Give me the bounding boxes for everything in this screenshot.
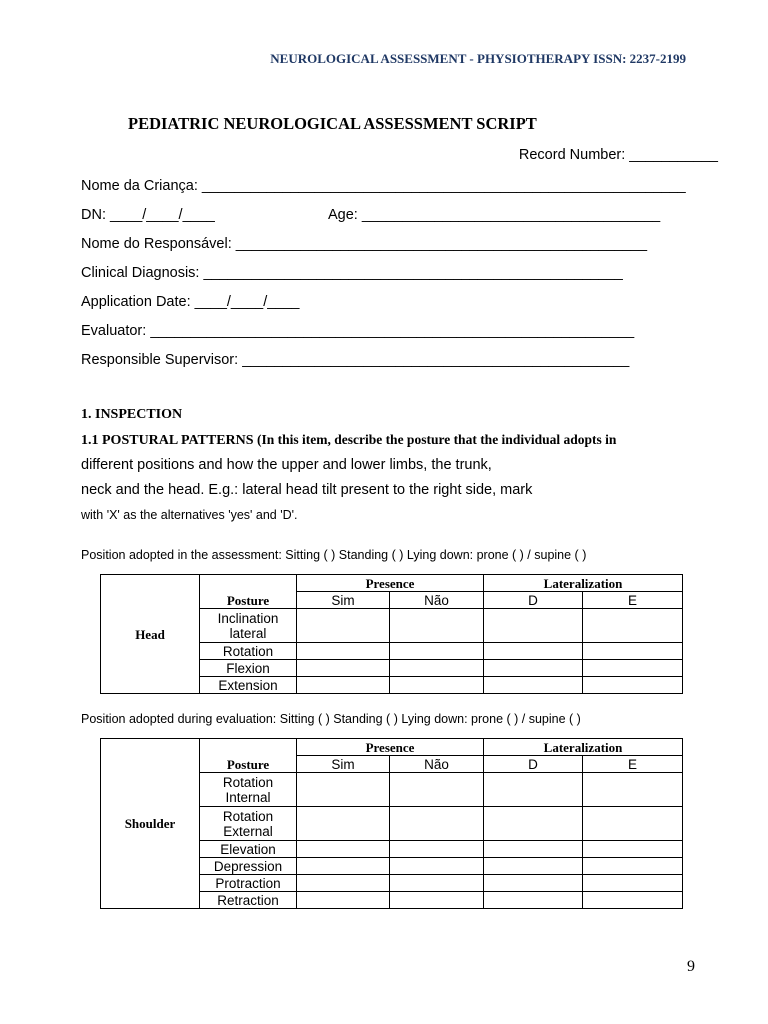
sim-cell[interactable] [297, 892, 390, 909]
nao-cell[interactable] [390, 892, 484, 909]
subsection-heading [81, 431, 616, 449]
sim-cell[interactable] [297, 677, 390, 694]
nao-cell[interactable] [390, 875, 484, 892]
nao-cell[interactable] [390, 677, 484, 694]
group-label: Shoulder [101, 739, 200, 909]
nao-cell[interactable] [390, 841, 484, 858]
e-cell[interactable] [583, 841, 683, 858]
sim-cell[interactable] [297, 660, 390, 677]
position-line-head: Position adopted in the assessment: Sitting ( ) Standing ( ) Lying down: prone ( ) / supine ( ) [81, 548, 587, 562]
dn-field: DN: ____/____/____ [81, 207, 215, 223]
posture-row-label: Protraction [200, 875, 297, 892]
d-header: D [484, 756, 583, 773]
shoulder-posture-table [100, 738, 683, 909]
sim-header: Sim [297, 756, 390, 773]
e-cell[interactable] [583, 643, 683, 660]
posture-row-label: Extension [200, 677, 297, 694]
e-header: E [583, 592, 683, 609]
d-cell[interactable] [484, 643, 583, 660]
posture-row-label: Depression [200, 858, 297, 875]
d-cell[interactable] [484, 609, 583, 643]
application-date-field: Application Date: ____/____/____ [81, 294, 300, 310]
record-number-field: Record Number: ___________ [518, 147, 718, 163]
document-title: PEDIATRIC NEUROLOGICAL ASSESSMENT SCRIPT [128, 114, 537, 133]
group-label: Head [101, 575, 200, 694]
nao-header: Não [390, 592, 484, 609]
nao-cell[interactable] [390, 807, 484, 841]
age-field: Age: _____________________________________ [328, 207, 661, 223]
d-cell[interactable] [484, 875, 583, 892]
e-cell[interactable] [583, 677, 683, 694]
d-cell[interactable] [484, 841, 583, 858]
head-posture-table [100, 574, 683, 694]
posture-header: Posture [200, 739, 297, 773]
nao-cell[interactable] [390, 660, 484, 677]
e-cell[interactable] [583, 660, 683, 677]
page-number: 9 [687, 958, 695, 975]
nao-cell[interactable] [390, 643, 484, 660]
d-cell[interactable] [484, 892, 583, 909]
posture-row-label: Rotation [200, 643, 297, 660]
subsection-description: (In this item, describe the posture that the individual adopts in [253, 432, 617, 447]
e-cell[interactable] [583, 609, 683, 643]
nao-cell[interactable] [390, 773, 484, 807]
subsection-title: 1.1 POSTURAL PATTERNS [81, 433, 254, 448]
d-cell[interactable] [484, 773, 583, 807]
presence-header: Presence [297, 739, 484, 756]
nao-cell[interactable] [390, 609, 484, 643]
nao-cell[interactable] [390, 858, 484, 875]
position-line-shoulder: Position adopted during evaluation: Sitting ( ) Standing ( ) Lying down: prone ( ) / supine ( ) [81, 712, 581, 726]
instruction-line: with 'X' as the alternatives 'yes' and 'D'. [81, 508, 298, 522]
evaluator-field: Evaluator: ____________________________________________________________ [81, 323, 635, 339]
sim-cell[interactable] [297, 773, 390, 807]
posture-row-label: Flexion [200, 660, 297, 677]
e-cell[interactable] [583, 892, 683, 909]
sim-cell[interactable] [297, 875, 390, 892]
guardian-field: Nome do Responsável: ___________________________________________________ [81, 236, 648, 252]
running-head: NEUROLOGICAL ASSESSMENT - PHYSIOTHERAPY ISSN: 2237-2199 [270, 51, 686, 66]
e-cell[interactable] [583, 858, 683, 875]
sim-header: Sim [297, 592, 390, 609]
posture-header: Posture [200, 575, 297, 609]
clinical-diagnosis-field: Clinical Diagnosis: ____________________________________________________ [81, 265, 623, 281]
posture-row-label: Retraction [200, 892, 297, 909]
e-header: E [583, 756, 683, 773]
sim-cell[interactable] [297, 807, 390, 841]
lateralization-header: Lateralization [484, 575, 683, 592]
child-name-field: Nome da Criança: ____________________________________________________________ [81, 178, 686, 194]
d-cell[interactable] [484, 660, 583, 677]
d-cell[interactable] [484, 858, 583, 875]
sim-cell[interactable] [297, 841, 390, 858]
posture-row-label: Rotation Internal [200, 773, 297, 807]
lateralization-header: Lateralization [484, 739, 683, 756]
presence-header: Presence [297, 575, 484, 592]
e-cell[interactable] [583, 875, 683, 892]
posture-row-label: Rotation External [200, 807, 297, 841]
d-header: D [484, 592, 583, 609]
sim-cell[interactable] [297, 858, 390, 875]
posture-row-label: Elevation [200, 841, 297, 858]
posture-row-label: Inclination lateral [200, 609, 297, 643]
section-heading: 1. INSPECTION [81, 407, 183, 422]
supervisor-field: Responsible Supervisor: ________________________________________________ [81, 352, 630, 368]
d-cell[interactable] [484, 677, 583, 694]
e-cell[interactable] [583, 773, 683, 807]
sim-cell[interactable] [297, 643, 390, 660]
instruction-line: neck and the head. E.g.: lateral head tilt present to the right side, mark [81, 482, 533, 498]
e-cell[interactable] [583, 807, 683, 841]
instruction-line: different positions and how the upper and lower limbs, the trunk, [81, 457, 492, 473]
d-cell[interactable] [484, 807, 583, 841]
nao-header: Não [390, 756, 484, 773]
sim-cell[interactable] [297, 609, 390, 643]
